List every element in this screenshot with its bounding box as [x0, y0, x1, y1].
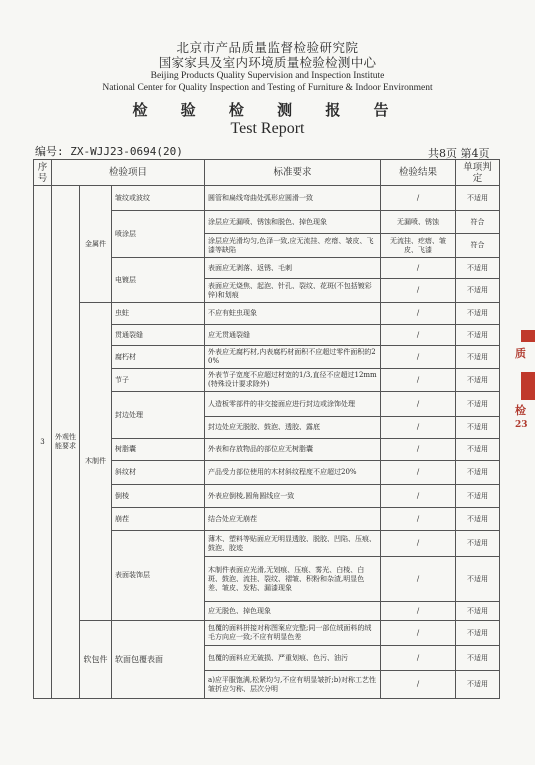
item-wrinkle: 皱纹或波纹	[112, 186, 205, 211]
req-cell: 表面应无烧焦、起泡、针孔、裂纹、花斑(不包括镀彩锌)和划痕	[205, 279, 381, 303]
verdict-cell: 不适用	[456, 369, 500, 392]
org-cn-title: 北京市产品质量监督检验研究院	[176, 40, 359, 55]
verdict-cell: 不适用	[456, 258, 500, 279]
result-cell: /	[381, 439, 456, 461]
req-cell: 应无贯通裂缝	[205, 325, 381, 346]
result-cell: /	[381, 557, 456, 602]
sub-metal: 金属件	[80, 186, 112, 303]
header-no: 序号	[34, 160, 52, 186]
result-cell: /	[381, 461, 456, 485]
verdict-cell: 不适用	[456, 621, 500, 646]
req-cell: 人造板零部件的非交接面应进行封边或涂饰处理	[205, 392, 381, 417]
header-verdict: 单项判定	[456, 160, 500, 186]
result-cell: /	[381, 346, 456, 369]
result-cell: /	[381, 485, 456, 508]
header-req: 标准要求	[205, 160, 381, 186]
req-cell: 外表节子宽度不应超过材宽的1/3,直径不应超过12mm(特殊设计要求除外)	[205, 369, 381, 392]
result-cell: /	[381, 417, 456, 439]
item-bevel: 倒棱	[112, 485, 205, 508]
verdict-cell: 不适用	[456, 602, 500, 621]
item-slope: 斜纹材	[112, 461, 205, 485]
result-cell: /	[381, 621, 456, 646]
stamp-mark-mid	[521, 372, 535, 400]
verdict-cell: 符合	[456, 211, 500, 234]
verdict-cell: 不适用	[456, 557, 500, 602]
result-cell: /	[381, 602, 456, 621]
result-cell: /	[381, 646, 456, 671]
result-cell: /	[381, 392, 456, 417]
result-cell: /	[381, 369, 456, 392]
item-rot: 腐朽材	[112, 346, 205, 369]
result-cell: 无漏喷、锈蚀	[381, 211, 456, 234]
verdict-cell: 不适用	[456, 646, 500, 671]
req-cell: a)应平服饱满,松紧均匀,不应有明显皱折;b)对称工艺性皱折应匀称、层次分明	[205, 671, 381, 699]
report-title-en: Test Report	[230, 120, 305, 137]
org-en-title: Beijing Products Quality Supervision and Inspection Institute	[150, 71, 385, 81]
req-cell: 不应有蛀虫现象	[205, 303, 381, 325]
req-cell: 包覆的面料拼接对称图案应完整;同一部位绒面料的绒毛方向应一致;不应有明显色差	[205, 621, 381, 646]
result-cell: /	[381, 279, 456, 303]
result-cell: /	[381, 325, 456, 346]
verdict-cell: 不适用	[456, 392, 500, 417]
result-cell: /	[381, 258, 456, 279]
item-knot: 节子	[112, 369, 205, 392]
verdict-cell: 符合	[456, 234, 500, 258]
verdict-cell: 不适用	[456, 186, 500, 211]
verdict-cell: 不适用	[456, 485, 500, 508]
sub-wood: 木制件	[80, 303, 112, 621]
group-label: 外观性能要求	[52, 186, 80, 699]
verdict-cell: 不适用	[456, 439, 500, 461]
verdict-cell: 不适用	[456, 508, 500, 531]
verdict-cell: 不适用	[456, 325, 500, 346]
center-en-title: National Center for Quality Inspection and Testing of Furniture & Indoor Environment	[102, 83, 433, 93]
req-cell: 封边处应无脱胶、鼓泡、透胶、露底	[205, 417, 381, 439]
item-fabric: 软面包覆表面	[112, 621, 205, 699]
req-cell: 外表应无腐朽材,内表腐朽材面积不应超过零件面积的20%	[205, 346, 381, 369]
req-cell: 涂层应无漏喷、锈蚀和脱色、掉色现象	[205, 211, 381, 234]
req-cell: 圆管和扁线弯曲处弧形应圆滑一致	[205, 186, 381, 211]
page-info: 共8页 第4页	[428, 147, 490, 160]
inspection-table	[33, 159, 500, 699]
item-resin: 树脂囊	[112, 439, 205, 461]
req-cell: 外表应倒棱,圆角圆线应一致	[205, 485, 381, 508]
stamp-mark-top	[521, 330, 535, 342]
stamp-char-2: 检	[515, 404, 526, 417]
verdict-cell: 不适用	[456, 417, 500, 439]
result-cell: /	[381, 508, 456, 531]
item-crack: 贯通裂缝	[112, 325, 205, 346]
stamp-char-3: 23	[515, 420, 528, 430]
result-cell: /	[381, 303, 456, 325]
req-cell: 表面应无剥落、返锈、毛刺	[205, 258, 381, 279]
report-title-cn: 检 验 检 测 报 告	[132, 101, 403, 119]
header-result: 检验结果	[381, 160, 456, 186]
report-number: 编号: ZX-WJJ23-0694(20)	[35, 145, 183, 158]
result-cell: /	[381, 186, 456, 211]
item-insect: 虫蛀	[112, 303, 205, 325]
item-plating: 电镀层	[112, 258, 205, 303]
header-item: 检验项目	[52, 160, 205, 186]
verdict-cell: 不适用	[456, 461, 500, 485]
result-cell: /	[381, 671, 456, 699]
verdict-cell: 不适用	[456, 303, 500, 325]
center-cn-title: 国家家具及室内环境质量检验检测中心	[158, 55, 377, 70]
verdict-cell: 不适用	[456, 346, 500, 369]
req-cell: 涂层应光滑均匀,色泽一致,应无流挂、疙瘩、皱皮、飞漆等缺陷	[205, 234, 381, 258]
req-cell: 包覆的面料应无破损、严重划痕、色污、油污	[205, 646, 381, 671]
verdict-cell: 不适用	[456, 531, 500, 557]
req-cell: 薄木、塑料等贴面应无明显透胶、脱胶、凹陷、压痕、鼓泡、胶迹	[205, 531, 381, 557]
req-cell: 木制件表面应光滑,无划痕、压痕、雾光、白棱、白斑、鼓泡、流挂、裂纹、褶皱、积粉和杂渣,明显色差、皱皮、发粘、漏漆现象	[205, 557, 381, 602]
item-edge: 封边处理	[112, 392, 205, 439]
req-cell: 外表和存放物品的部位应无树脂囊	[205, 439, 381, 461]
verdict-cell: 不适用	[456, 671, 500, 699]
item-chip: 崩茬	[112, 508, 205, 531]
req-cell: 应无脱色、掉色现象	[205, 602, 381, 621]
req-cell: 结合处应无崩茬	[205, 508, 381, 531]
item-spray: 喷涂层	[112, 211, 205, 258]
stamp-char-1: 质	[515, 347, 526, 360]
result-cell: /	[381, 531, 456, 557]
item-surface: 表面装饰层	[112, 531, 205, 621]
sub-soft: 软包件	[80, 621, 112, 699]
verdict-cell: 不适用	[456, 279, 500, 303]
row-number: 3	[34, 186, 52, 699]
result-cell: 无流挂、疙瘩、皱皮、飞漆	[381, 234, 456, 258]
req-cell: 产品受力部位使用的木材斜纹程度不应超过20%	[205, 461, 381, 485]
